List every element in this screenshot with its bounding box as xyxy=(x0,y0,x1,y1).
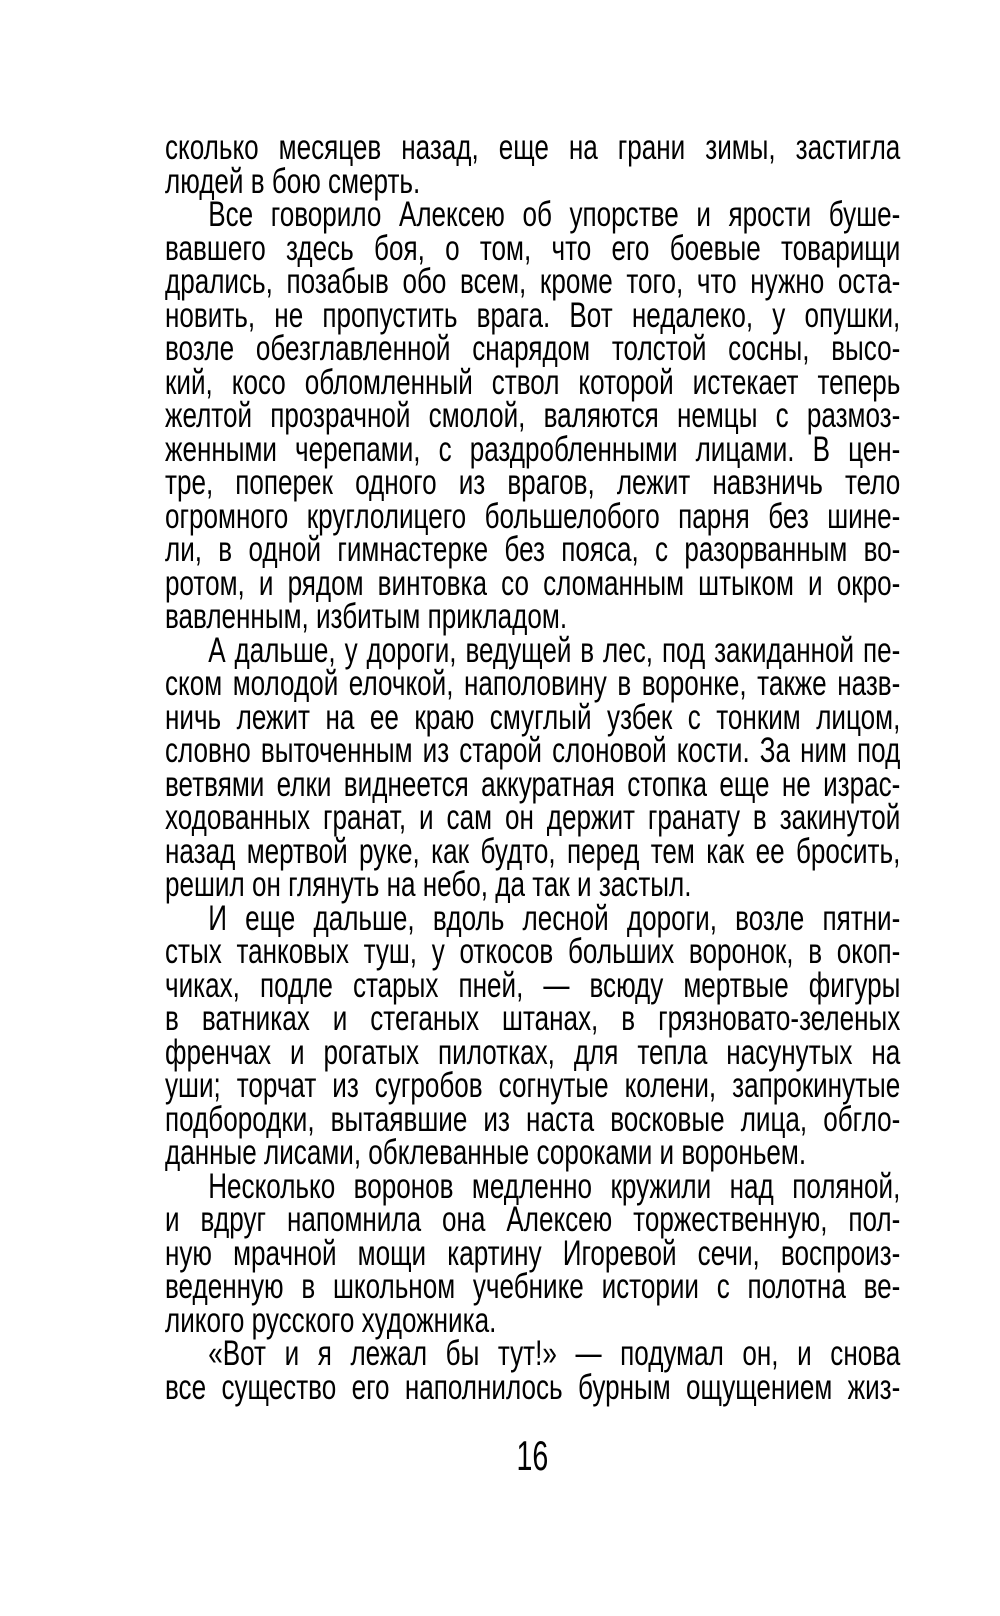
text-line: женными черепами, с раздробленными лицами. В цен- xyxy=(165,429,901,469)
text-line: уши; торчат из сугробов согнутые колени, запрокинутые xyxy=(165,1066,901,1105)
text-line: ветвями елки виднеется аккуратная стопка еще не израс- xyxy=(165,764,901,804)
text-line: дрались, позабыв обо всем, кроме того, что нужно оста- xyxy=(165,262,901,301)
text-line: в ватниках и стеганых штанах, в грязновато-зеленых xyxy=(165,999,901,1038)
text-line: френчах и рогатых пилотках, для тепла насунутых на xyxy=(165,1032,901,1072)
text-line: людей в бою смерть. xyxy=(165,161,421,201)
page-number xyxy=(165,1432,900,1480)
text-line: тре, поперек одного из врагов, лежит навзничь тело xyxy=(165,463,901,502)
text-line: ликого русского художника. xyxy=(165,1300,497,1340)
text-line: стых танковых туш, у откосов больших воронок, в окоп- xyxy=(165,932,901,971)
text-line: ходованных гранат, и сам он держит гранату в закинутой xyxy=(165,798,901,837)
page-number-value: 16 xyxy=(516,1432,549,1479)
text-line: ничь лежит на ее краю смуглый узбек с тонким лицом, xyxy=(165,697,901,737)
text-line: словно выточенным из старой слоновой кости. За ним под xyxy=(165,731,901,770)
page-text xyxy=(165,128,901,1407)
text-line: вавленным, избитым прикладом. xyxy=(165,597,568,636)
text-line: решил он глянуть на небо, да так и застыл. xyxy=(165,865,692,904)
text-line: «Вот и я лежал бы тут!» — подумал он, и снова xyxy=(208,1334,901,1373)
page-text-column xyxy=(165,128,901,1407)
text-line: подбородки, вытаявшие из наста восковые лица, обгло- xyxy=(165,1099,901,1139)
text-line: желтой прозрачной смолой, валяются немцы с размоз- xyxy=(165,396,901,435)
text-line: веденную в школьном учебнике истории с полотна ве- xyxy=(165,1267,901,1306)
text-line: и вдруг напомнила она Алексею торжественную, пол- xyxy=(165,1200,901,1239)
text-line: все существо его наполнилось бурным ощущением жиз- xyxy=(165,1367,901,1407)
text-line: возле обезглавленной снарядом толстой сосны, высо- xyxy=(165,329,901,368)
text-line: ротом, и рядом винтовка со сломанным штыком и окро- xyxy=(165,563,901,603)
text-line: вавшего здесь боя, о том, что его боевые товарищи xyxy=(165,228,901,268)
text-line: ском молодой елочкой, наполовину в воронке, также назв- xyxy=(165,664,901,703)
text-line: новить, не пропустить врага. Вот недалеко, у опушки, xyxy=(165,295,901,335)
text-line: огромного круглолицего большелобого парня без шине- xyxy=(165,496,901,536)
text-line: чиках, подле старых пней, — всюду мертвые фигуры xyxy=(165,965,901,1005)
text-line: Все говорило Алексею об упорстве и ярости буше- xyxy=(208,195,901,234)
text-line: данные лисами, обклеванные сороками и вороньем. xyxy=(165,1133,807,1172)
text-line: ную мрачной мощи картину Игоревой сечи, воспроиз- xyxy=(165,1233,901,1273)
text-line: кий, косо обломленный ствол которой истекает теперь xyxy=(165,362,901,402)
text-line: ли, в одной гимнастерке без пояса, с разорванным во- xyxy=(165,530,901,569)
text-line: А дальше, у дороги, ведущей в лес, под закиданной пе- xyxy=(208,630,901,670)
text-line: Несколько воронов медленно кружили над поляной, xyxy=(208,1166,901,1206)
text-line: И еще дальше, вдоль лесной дороги, возле пятни- xyxy=(208,898,901,938)
text-line: сколько месяцев назад, еще на грани зимы, застигла xyxy=(165,128,901,167)
text-line: назад мертвой руке, как будто, перед тем как ее бросить, xyxy=(165,831,901,871)
